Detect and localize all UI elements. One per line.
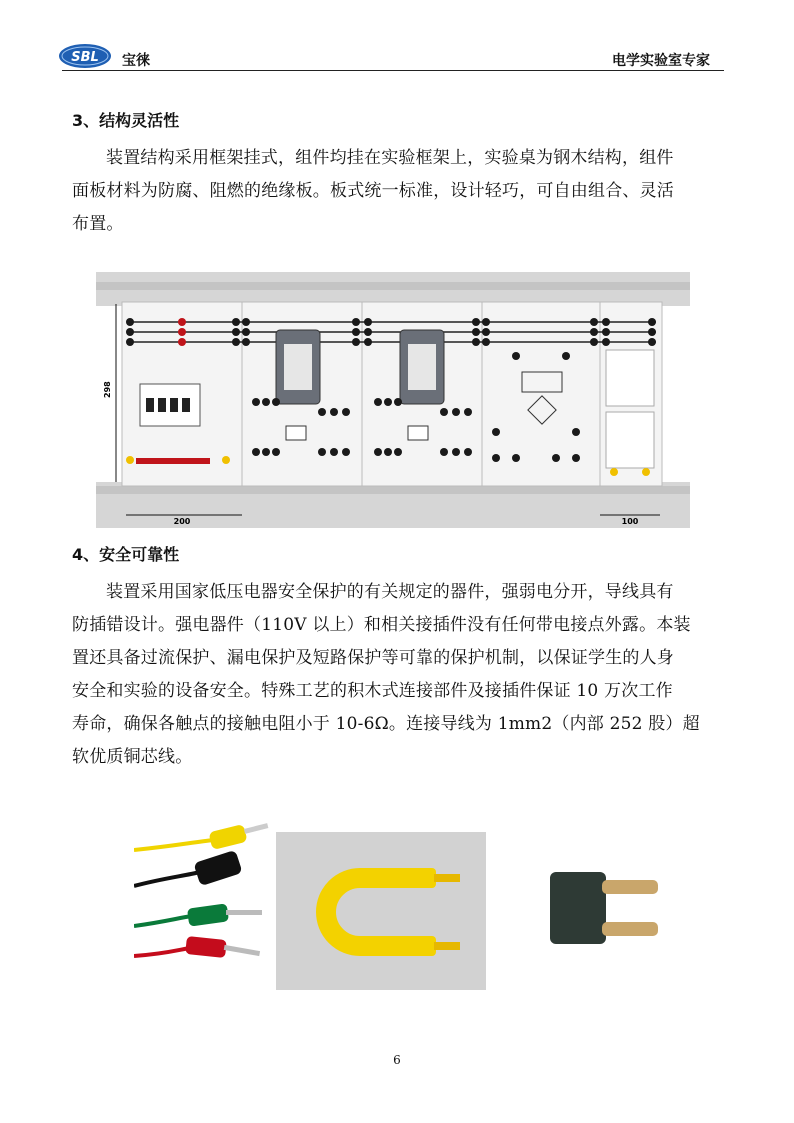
svg-text:SBL: SBL [71,50,99,65]
panel-right-width-dimension: 100 [621,517,639,526]
paragraph-line: 装置结构采用框架挂式，组件均挂在实验框架上，实验桌为钢木结构，组件 [106,148,674,168]
u-bridge-connector-photo [276,832,486,990]
paragraph-line: 布置。 [72,214,124,234]
paragraph-line: 寿命，确保各触点的接触电阻小于 10-6Ω。连接导线为 1mm2（内部 252 股）超 [72,714,700,734]
paragraph-line: 防插错设计。强电器件（110V 以上）和相关接插件没有任何带电接点外露。本装 [72,615,691,635]
panel-height-dimension: 298 [103,381,112,398]
paragraph-line: 安全和实验的设备安全。特殊工艺的积木式连接部件及接插件保证 10 万次工作 [72,681,673,701]
panel-left-width-dimension: 200 [173,517,191,526]
experiment-panel-photo [96,272,690,528]
section-3-heading: 3、结构灵活性 [72,111,180,130]
company-name: 宝徕 [122,53,150,69]
section-4-heading: 4、安全可靠性 [72,545,180,564]
section-4-paragraph [72,576,722,774]
shorting-plug-photo [546,866,662,950]
section-3-paragraph [72,142,722,241]
paragraph-line: 面板材料为防腐、阻燃的绝缘板。板式统一标准，设计轻巧，可自由组合、灵活 [72,181,674,201]
header-tagline: 电学实验室专家 [612,53,710,69]
paragraph-line: 软优质铜芯线。 [72,747,193,767]
paragraph-line: 置还具备过流保护、漏电保护及短路保护等可靠的保护机制，以保证学生的人身 [72,648,674,668]
page-number: 6 [393,1053,401,1067]
test-leads-photo [134,822,270,990]
sbl-logo [58,42,112,70]
paragraph-line: 装置采用国家低压电器安全保护的有关规定的器件，强弱电分开，导线具有 [106,582,674,602]
header-divider [62,70,724,71]
